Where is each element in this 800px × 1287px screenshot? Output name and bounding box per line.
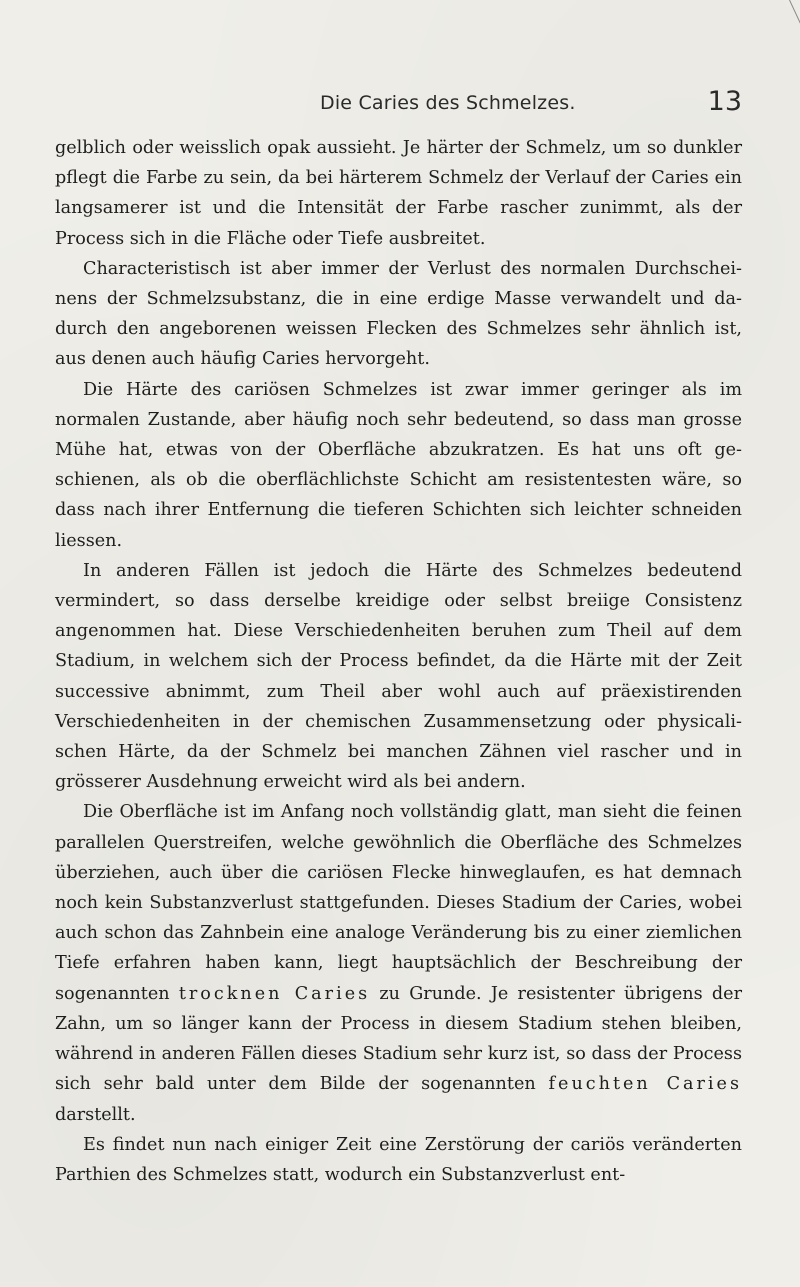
page-edge-mark: [789, 0, 800, 27]
term-feuchten-caries: feuchten Caries: [548, 1074, 742, 1095]
page-number: 13: [707, 86, 742, 117]
paragraph-4: In anderen Fällen ist jedoch die Härte des Schmelzes bedeutend vermindert, so dass derselbe kreidige oder selbst breiige Consistenz angenommen hat. Diese Verschiedenheiten beruhen zum Theil auf dem Stadium, in welchem sich der Process befindet, da die Härte mit der Zeit successive abnimmt, zum Theil aber wohl auch auf präexistirenden Verschiedenheiten in der chemischen Zusammensetzung oder physicalischen Härte, da der Schmelz bei manchen Zähnen viel rascher und in grösserer Ausdehnung erweicht wird als bei andern.: [55, 560, 742, 793]
paragraph-5: [55, 797, 742, 1129]
body-text: [55, 133, 742, 1190]
chapter-title: Die Caries des Schmelzes.: [320, 92, 576, 114]
running-head: [0, 86, 800, 118]
paragraph-6: Es findet nun nach einiger Zeit eine Zerstörung der cariös veränderten Parthien des Schmelzes statt, wodurch ein Substanzverlust ent-: [55, 1134, 742, 1185]
term-trocknen-caries: trocknen Caries: [178, 983, 371, 1004]
paragraph-5-part-1: Die Oberfläche ist im Anfang noch vollständig glatt, man sieht die feinen parallelen Querstreifen, welche gewöhnlich die Oberfläche des Schmelzes überziehen, auch über die cariösen Flecke hinweglaufen, es hat demnach noch kein Substanzverlust stattgefunden. Dieses Stadium der Caries, wobei auch schon das Zahnbein eine analoge Veränderung bis zu einer ziemlichen Tiefe erfahren haben kann, liegt hauptsächlich der Beschreibung der sogenannten: [55, 802, 742, 1004]
paragraph-3: Die Härte des cariösen Schmelzes ist zwar immer geringer als im normalen Zustande, aber häufig noch sehr bedeutend, so dass man grosse Mühe hat, etwas von der Oberfläche abzukratzen. Es hat uns oft geschienen, als ob die oberflächlichste Schicht am resistentesten wäre, so dass nach ihrer Entfernung die tieferen Schichten sich leichter schneiden liessen.: [55, 379, 742, 551]
paragraph-5-part-3: darstellt.: [55, 1104, 136, 1125]
paragraph-5-part-2: zu Grunde. Je resistenter übrigens der Zahn, um so länger kann der Process in diesem Stadium stehen bleiben, während in anderen Fällen dieses Stadium sehr kurz ist, so dass der Process sich sehr bald unter dem Bilde der sogenannten: [55, 983, 742, 1095]
paragraph-1: gelblich oder weisslich opak aussieht. Je härter der Schmelz, um so dunkler pflegt die Farbe zu sein, da bei härterem Schmelz der Verlauf der Caries ein langsamerer ist und die Intensität der Farbe rascher zunimmt, als der Process sich in die Fläche oder Tiefe ausbreitet.: [55, 138, 742, 249]
paragraph-2: Characteristisch ist aber immer der Verlust des normalen Durchscheinens der Schmelzsubstanz, die in eine erdige Masse verwandelt und dadurch den angeborenen weissen Flecken des Schmelzes sehr ähnlich ist, aus denen auch häufig Caries hervorgeht.: [55, 258, 742, 370]
